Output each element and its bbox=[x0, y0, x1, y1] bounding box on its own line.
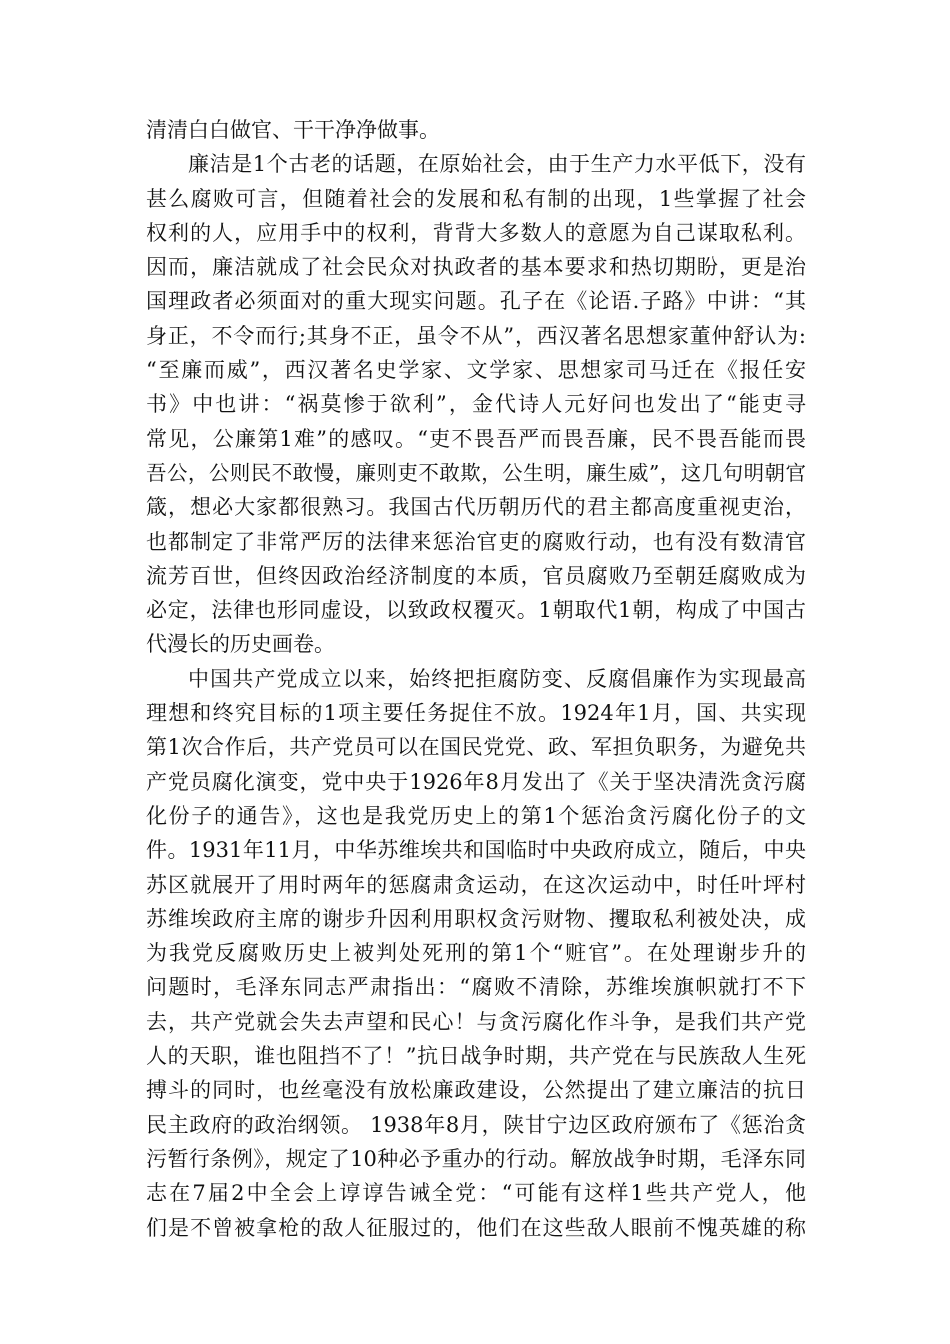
text-line: 身正，不令而行;其身不正，虽令不从”，西汉著名思想家董仲舒认为: bbox=[146, 323, 806, 348]
text-line: 清清白白做官、干干净净做事。 bbox=[146, 118, 440, 142]
text-line: 理想和终究目标的1项主要任务捉住不放。1924年1月，国、共实现 bbox=[146, 701, 806, 726]
text-line: 去，共产党就会失去声望和民心！与贪污腐化作斗争，是我们共产党 bbox=[146, 1009, 806, 1034]
text-line: 甚么腐败可言，但随着社会的发展和私有制的出现，1些掌握了社会 bbox=[146, 186, 806, 211]
text-line: 为我党反腐败历史上被判处死刑的第1个“赃官”。在处理谢步升的 bbox=[146, 941, 806, 966]
text-line: 书》中也讲：“祸莫惨于欲利”，金代诗人元好问也发出了“能吏寻 bbox=[146, 392, 806, 417]
body-text bbox=[146, 113, 806, 1245]
text-line: 也都制定了非常严厉的法律来惩治官吏的腐败行动，也有没有数清官 bbox=[146, 529, 806, 554]
text-line: 污暂行条例》，规定了10种必予重办的行动。解放战争时期，毛泽东同 bbox=[146, 1146, 806, 1171]
text-line: 常见，公廉第1难”的感叹。“吏不畏吾严而畏吾廉，民不畏吾能而畏 bbox=[146, 426, 806, 451]
text-line: 代漫长的历史画卷。 bbox=[146, 632, 335, 657]
text-line: 吾公，公则民不敢慢，廉则吏不敢欺，公生明，廉生威”，这几句明朝官 bbox=[146, 460, 806, 485]
text-line: 苏区就展开了用时两年的惩腐肃贪运动，在这次运动中，时任叶坪村 bbox=[146, 872, 806, 897]
text-line: 产党员腐化演变，党中央于1926年8月发出了《关于坚决清洗贪污腐 bbox=[146, 769, 806, 794]
text-line: 中国共产党成立以来，始终把拒腐防变、反腐倡廉作为实现最高 bbox=[188, 666, 806, 691]
text-line: 搏斗的同时，也丝毫没有放松廉政建设，公然提出了建立廉洁的抗日 bbox=[146, 1078, 806, 1103]
text-line: 化份子的通告》，这也是我党历史上的第1个惩治贪污腐化份子的文 bbox=[146, 803, 806, 828]
text-line: 人的天职，谁也阻挡不了！”抗日战争时期，共产党在与民族敌人生死 bbox=[146, 1044, 806, 1069]
text-line: 第1次合作后，共产党员可以在国民党党、政、军担负职务，为避免共 bbox=[146, 735, 806, 760]
text-line: “至廉而威”，西汉著名史学家、文学家、思想家司马迁在《报任安 bbox=[146, 358, 806, 383]
text-line: 国理政者必须面对的重大现实问题。孔子在《论语.子路》中讲：“其 bbox=[146, 289, 806, 314]
text-line: 流芳百世，但终因政治经济制度的本质，官员腐败乃至朝廷腐败成为 bbox=[146, 563, 806, 588]
text-line: 问题时，毛泽东同志严肃指出：“腐败不清除，苏维埃旗帜就打不下 bbox=[146, 975, 806, 1000]
text-line: 权利的人，应用手中的权利，背背大多数人的意愿为自己谋取私利。 bbox=[146, 220, 806, 245]
text-line: 志在7届2中全会上谆谆告诫全党：“可能有这样1些共产党人，他 bbox=[146, 1181, 806, 1206]
text-line: 们是不曾被拿枪的敌人征服过的，他们在这些敌人眼前不愧英雄的称 bbox=[146, 1215, 806, 1240]
text-line: 箴，想必大家都很熟习。我国古代历朝历代的君主都高度重视吏治， bbox=[146, 495, 806, 520]
text-line: 必定，法律也形同虚设，以致政权覆灭。1朝取代1朝，构成了中国古 bbox=[146, 598, 806, 623]
text-line: 民主政府的政治纲领。 1938年8月，陕甘宁边区政府颁布了《惩治贪 bbox=[146, 1112, 806, 1137]
text-line: 苏维埃政府主席的谢步升因利用职权贪污财物、攫取私利被处决，成 bbox=[146, 906, 806, 931]
text-line: 廉洁是1个古老的话题，在原始社会，由于生产力水平低下，没有 bbox=[188, 152, 806, 177]
text-line: 件。1931年11月，中华苏维埃共和国临时中央政府成立，随后，中央 bbox=[146, 838, 806, 863]
text-line: 因而，廉洁就成了社会民众对执政者的基本要求和热切期盼，更是治 bbox=[146, 255, 806, 280]
